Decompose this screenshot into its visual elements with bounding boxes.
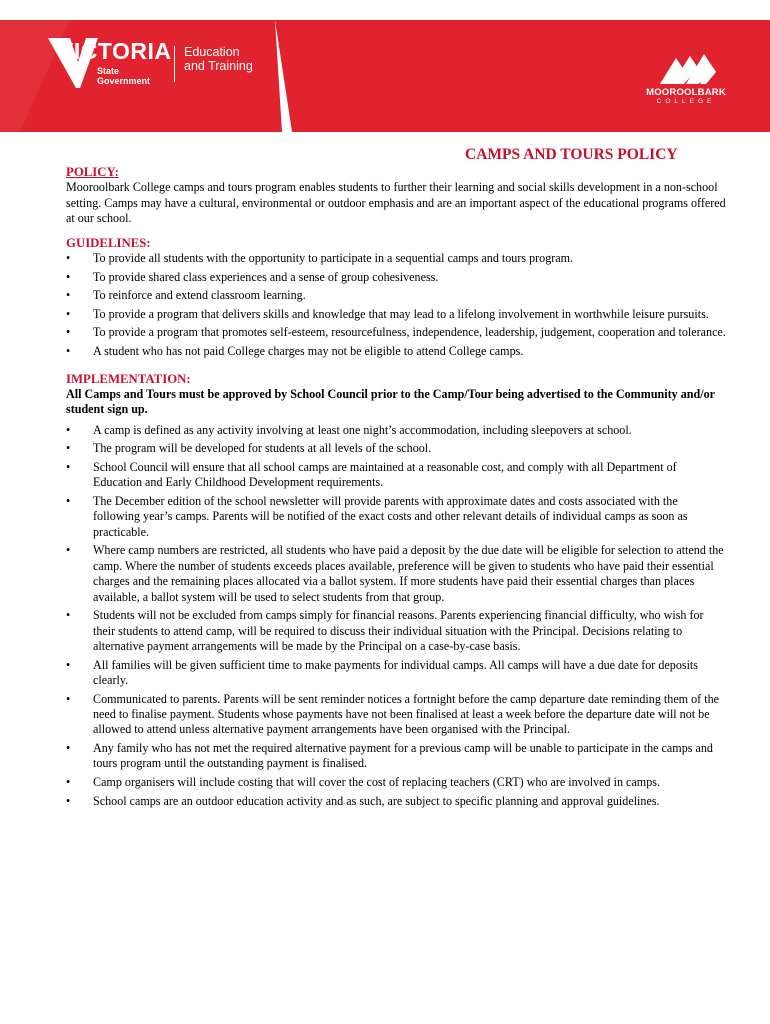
guidelines-heading: GUIDELINES:: [66, 235, 151, 250]
bullet-icon: •: [66, 325, 71, 340]
list-item-text: The December edition of the school newsletter will provide parents with approximate dates and costs associated with the following year’s camps. Parents will be notified of the exact costs and other relevant details of individual camps as soon as practicable.: [93, 494, 688, 539]
list-item-text: A camp is defined as any activity involving at least one night’s accommodation, including sleepovers at school.: [93, 422, 632, 437]
policy-text: Mooroolbark College camps and tours program enables students to further their learning and social skills development in a non-school setting. Camps may have a cultural, environmental or outdoor emphasis and are an important aspect of the educational programs offered at our school.: [66, 180, 726, 226]
list-item: [66, 794, 726, 809]
college-logo-name: MOOROOLBARK: [646, 87, 726, 98]
bullet-icon: •: [66, 422, 71, 437]
list-item-text: The program will be developed for students at all levels of the school.: [93, 441, 432, 456]
list-item-text: Camp organisers will include costing that will cover the cost of replacing teachers (CRT) who are involved in camps.: [93, 775, 660, 790]
document-body: [66, 165, 726, 812]
implementation-lead: All Camps and Tours must be approved by School Council prior to the Camp/Tour being advertised to the Community and/or student sign up.: [66, 387, 715, 417]
list-item-text: To reinforce and extend classroom learning.: [93, 288, 306, 303]
list-item: [66, 658, 726, 689]
list-item: [66, 307, 726, 322]
list-item-text: School Council will ensure that all school camps are maintained at a reasonable cost, and comply with all Department of Education and Early Childhood Development requirements.: [93, 460, 677, 490]
list-item-text: A student who has not paid College charges may not be eligible to attend College camps.: [93, 344, 524, 358]
list-item-text: To provide shared class experiences and a sense of group cohesiveness.: [93, 269, 439, 284]
victoria-wordmark: VICTORIA: [58, 38, 172, 64]
state-label: State: [97, 66, 120, 76]
list-item: [66, 270, 726, 285]
list-item-text: All families will be given sufficient time to make payments for individual camps. All camps will have a due date for deposits clearly.: [93, 657, 698, 688]
bullet-icon: •: [66, 741, 71, 756]
policy-heading: [66, 165, 726, 180]
department-line-2: and Training: [184, 59, 253, 73]
bullet-icon: •: [66, 460, 71, 474]
list-item-text: To provide all students with the opportunity to participate in a sequential camps and tours program.: [93, 251, 574, 266]
bullet-icon: •: [66, 793, 71, 808]
list-item: [66, 344, 726, 359]
bullet-icon: •: [66, 269, 71, 284]
list-item-text: School camps are an outdoor education activity and as such, are subject to specific planning and approval guidelines.: [93, 793, 660, 808]
list-item: [66, 325, 726, 340]
list-item: [66, 608, 726, 654]
bullet-icon: •: [66, 288, 71, 303]
policy-heading-word: POLICY: [66, 165, 115, 179]
bullet-icon: •: [66, 494, 71, 508]
list-item: [66, 494, 726, 540]
bullet-icon: •: [66, 441, 71, 456]
list-item-text: Students will not be excluded from camps simply for financial reasons. Parents experiencing financial difficulty, who wish for their students to attend camp, will be required to discuss their individual situation with the Principal. Decisions relating to alternative payment arrangements will be made by the Principal on a case-by-case basis.: [93, 608, 704, 654]
department-line-1: Education: [184, 45, 240, 59]
list-item-text: To provide a program that delivers skills and knowledge that may lead to a lifelong involvement in worthwhile leisure pursuits.: [93, 306, 709, 321]
bullet-icon: •: [66, 543, 71, 558]
bullet-icon: •: [66, 306, 71, 321]
bullet-icon: •: [66, 775, 71, 790]
college-logo-sub: COLLEGE: [656, 98, 716, 105]
bullet-icon: •: [66, 344, 71, 358]
bullet-icon: •: [66, 251, 71, 266]
list-item-text: Where camp numbers are restricted, all students who have paid a deposit by the due date will be eligible for selection to attend the camp. Where the number of students exceeds places available, preference will be given to students who have paid their essential charges and the remaining places allocated via a ballot system. If more students have paid their essential charges than places available, a ballot system will be used to select students from that group.: [93, 543, 724, 604]
document-title: CAMPS AND TOURS POLICY: [465, 146, 678, 163]
logo-divider: [174, 46, 175, 82]
list-item: [66, 288, 726, 303]
list-item: [66, 741, 726, 772]
list-item: [66, 251, 726, 266]
list-item: [66, 775, 726, 790]
bullet-icon: •: [66, 657, 71, 672]
government-label: Government: [97, 76, 151, 86]
page-header: [0, 0, 770, 132]
policy-heading-colon: :: [114, 165, 119, 179]
bullet-icon: •: [66, 691, 71, 706]
implementation-list: [66, 423, 726, 809]
department-name: [184, 45, 253, 73]
list-item: [66, 543, 726, 605]
implementation-heading: IMPLEMENTATION:: [66, 371, 191, 386]
list-item-text: To provide a program that promotes self-esteem, resourcefulness, independence, leadership, judgement, cooperation and tolerance.: [93, 325, 726, 340]
list-item: [66, 460, 726, 491]
guidelines-list: [66, 251, 726, 359]
list-item: [66, 441, 726, 456]
list-item-text: Communicated to parents. Parents will be sent reminder notices a fortnight before the camp departure date reminding them of the need to finalise payment. Students whose payments have not been finalised at least a week before the departure date will not be allowed to attend unless alternative payment arrangements have been organised with the Principal.: [93, 691, 719, 737]
bullet-icon: •: [66, 608, 71, 623]
list-item: [66, 692, 726, 738]
list-item: [66, 423, 726, 438]
list-item-text: Any family who has not met the required alternative payment for a previous camp will be unable to participate in the camps and tours program until the outstanding payment is finalised.: [93, 741, 713, 771]
